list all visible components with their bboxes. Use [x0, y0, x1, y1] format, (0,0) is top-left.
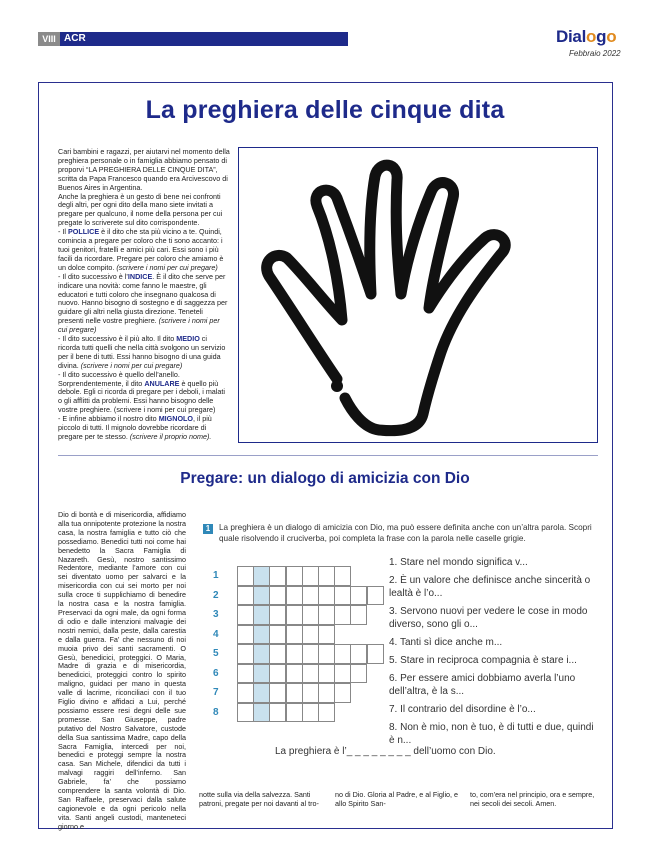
crossword-cell[interactable] [302, 664, 319, 684]
keyword-medio: MEDIO [176, 334, 200, 344]
crossword-cell[interactable] [253, 683, 270, 703]
crossword-row [213, 664, 383, 684]
crossword-cell[interactable] [302, 703, 319, 723]
bottom-column-2: no di Dio. Gloria al Padre, e al Figlio, e allo Spirito San- [335, 790, 459, 808]
hand-outline-icon [239, 148, 599, 444]
crossword-cell[interactable] [269, 566, 286, 586]
crossword-row-number: 8 [213, 706, 219, 718]
crossword-cell[interactable] [253, 664, 270, 684]
clue: 2. È un valore che definisce anche sincerità o lealtà è l’o... [389, 575, 591, 599]
crossword-cell[interactable] [269, 605, 286, 625]
section-label: ACR [64, 33, 86, 44]
crossword-cell[interactable] [253, 625, 270, 645]
crossword-cell[interactable] [318, 586, 335, 606]
crossword-cell[interactable] [302, 644, 319, 664]
crossword-cell[interactable] [318, 644, 335, 664]
crossword-row [213, 644, 383, 664]
crossword-cell[interactable] [334, 644, 351, 664]
crossword-cell[interactable] [269, 703, 286, 723]
intro-paragraph: Anche la preghiera è un gesto di bene nei confronti degli altri, per ogni dito della mano siete invitati a pregare per qualcuno, il nome della persona per cui pregate lo scriverete sul dito corrispondente. [58, 191, 223, 228]
crossword-cell[interactable] [237, 664, 254, 684]
crossword-row [213, 683, 383, 703]
crossword-row [213, 566, 383, 586]
crossword-cell[interactable] [334, 566, 351, 586]
prayer-text: Dio di bontà e di misericordia, affidiamo alla tua onnipotente protezione la nostra casa, la nostra famiglia e tutto ciò che possediamo. Benedici tutti noi come hai benedetto la Sacra Famiglia di Nazareth. Gesù, nostro santissimo Redentore, mediante l’amore con cui sei diventato uomo per salvarci e la misericordia con cui sei morto per noi sulla croce ti supplichiamo di benedire la nostra casa e la nostra famiglia. Preservaci da ogni male, da ogni forma di odio e dalle intenzioni malvagie dei nostri nemici, dalla peste, dalla carestia e dalla guerra. Fa’ che nessuno di noi muoia privo dei santi sacramenti. O Gesù, benedicici, proteggici. O Maria, Madre di grazia e di misericordia, benedicici, proteggici contro lo spirito maligno, guidaci per mano in questa valle di lacrime, riconciliaci con il tuo Figlio divino e affidaci a Lui, perché possiamo essere resi degni delle sue promesse. San Giuseppe, padre putativo del Nostro Salvatore, custode della Sua santissima Madre, capo della Sacra Famiglia, intercedi per noi, benedici e proteggi sempre la nostra casa. San Michele, difendici da tutti i malvagi raggiri dell’inferno. San Gabriele, fa’ che possiamo comprendere la santa volontà di Dio. San Raffaele, preservaci dalla salute cagionevole e da ogni pericolo nella vita. Santi angeli custodi, manteneteci giorno e [58, 510, 186, 831]
crossword-cell[interactable] [237, 625, 254, 645]
crossword-cell[interactable] [318, 625, 335, 645]
crossword-cell[interactable] [350, 644, 367, 664]
section-divider [58, 455, 598, 456]
crossword-cell[interactable] [350, 664, 367, 684]
crossword-cell[interactable] [367, 644, 384, 664]
finger-paragraph-thumb: - Il POLLICE è il dito che sta più vicino a te. Quindi, comincia a pregare per coloro che ti sono accanto: i tuoi genitori, fratelli e amici più cari. Essi sono i più facili da ricordare. Pregare per coloro che amiamo è un dolce compito. (scrivere i nomi per cui pregare) [58, 227, 224, 272]
crossword-cell[interactable] [286, 605, 303, 625]
keyword-anulare: ANULARE [144, 378, 180, 388]
exercise-number: 1 [203, 524, 213, 534]
crossword-cell[interactable] [269, 625, 286, 645]
crossword-cell[interactable] [302, 683, 319, 703]
hand-illustration-box [238, 147, 598, 443]
finger-paragraph-index: - Il dito successivo è l’INDICE. È il dito che serve per indicare una novità: come fanno le maestre, gli educatori e tutti coloro che insegnano qualcosa di nuovo. Hanno bisogno di sostegno e di saggezza per guidare gli altri nella giusta direzione. Teneteli presenti nelle vostre preghiere. (scrivere i nomi per cui pregare) [58, 271, 228, 335]
crossword-cell[interactable] [237, 586, 254, 606]
keyword-indice: INDICE [127, 271, 153, 281]
crossword-row-number: 3 [213, 609, 219, 621]
crossword-cell[interactable] [318, 566, 335, 586]
crossword-row-number: 1 [213, 570, 219, 582]
crossword-cell[interactable] [253, 644, 270, 664]
clue: 3. Servono nuovi per vedere le cose in modo diverso, sono gli o... [389, 606, 588, 630]
crossword-row-number: 2 [213, 589, 219, 601]
crossword-row [213, 703, 383, 723]
clue: 8. Non è mio, non è tuo, è di tutti e due, quindi è n... [389, 722, 594, 746]
answer-sentence: La preghiera è l’_ _ _ _ _ _ _ _ dell’uomo con Dio. [275, 746, 496, 757]
crossword-cell[interactable] [253, 703, 270, 723]
crossword-cell[interactable] [318, 605, 335, 625]
crossword-exercise [199, 518, 599, 790]
clue: 7. Il contrario del disordine è l’o... [389, 704, 536, 715]
article-title: La preghiera delle cinque dita [145, 96, 505, 124]
intro-paragraph: Cari bambini e ragazzi, per aiutarvi nel momento della preghiera personale o in famiglia abbiamo pensato di proporvi “LA PREGHIERA DELLE CINQUE DITA”, scritta da Papa Francesco quando era Arcivescovo di Buenos Aires in Argentina. [58, 147, 230, 192]
crossword-row-number: 7 [213, 687, 219, 699]
crossword-cell[interactable] [237, 683, 254, 703]
dialogo-logo [556, 27, 616, 47]
crossword-cell[interactable] [237, 703, 254, 723]
crossword-cell[interactable] [269, 644, 286, 664]
crossword-cell[interactable] [286, 586, 303, 606]
crossword-cell[interactable] [253, 605, 270, 625]
crossword-cell[interactable] [318, 664, 335, 684]
finger-paragraph-ring: - Il dito successivo è quello dell’anello. Sorprendentemente, il dito ANULARE è quello più debole. Egli ci ricorda di pregare per i deboli, i malati o gli afflitti da problemi. Essi hanno bisogno delle vostre preghiere. (scrivere i nomi per cui pregare) [58, 369, 225, 415]
crossword-row [213, 586, 383, 606]
crossword-cell[interactable] [286, 625, 303, 645]
crossword-cell[interactable] [334, 605, 351, 625]
crossword-row [213, 625, 383, 645]
crossword-cell[interactable] [269, 683, 286, 703]
crossword-cell[interactable] [350, 586, 367, 606]
clue: 5. Stare in reciproca compagnia è stare i... [389, 655, 577, 666]
bottom-column-3: to, com’era nel principio, ora e sempre, nei secoli dei secoli. Amen. [470, 790, 595, 808]
crossword-grid [213, 566, 383, 722]
crossword-row [213, 605, 383, 625]
crossword-cell[interactable] [286, 664, 303, 684]
page-number: VIII [38, 32, 60, 46]
crossword-cell[interactable] [286, 703, 303, 723]
crossword-cell[interactable] [269, 664, 286, 684]
crossword-cell[interactable] [302, 566, 319, 586]
crossword-cell[interactable] [302, 586, 319, 606]
crossword-cell[interactable] [367, 586, 384, 606]
crossword-cell[interactable] [286, 644, 303, 664]
crossword-cell[interactable] [334, 664, 351, 684]
crossword-cell[interactable] [286, 683, 303, 703]
crossword-row-number: 5 [213, 648, 219, 660]
section2-title: Pregare: un dialogo di amicizia con Dio [180, 470, 470, 487]
crossword-cell[interactable] [302, 625, 319, 645]
crossword-cell[interactable] [334, 586, 351, 606]
crossword-row-number: 4 [213, 628, 219, 640]
exercise-instruction: La preghiera è un dialogo di amicizia con Dio, ma può essere definita anche con un’altra parola. Scopri quale risolvendo il cruciverba, poi completa la frase con la parola nelle caselle grigie. [219, 523, 592, 543]
finger-paragraph-pinky: - E infine abbiamo il nostro dito MIGNOLO, il più piccolo di tutti. Il mignolo dovrebbe ricordare di pregare per te stesso. (scrivere il proprio nome). [58, 414, 212, 441]
crossword-row-number: 6 [213, 667, 219, 679]
logo-text: Dialogo [556, 27, 617, 46]
crossword-cell[interactable] [253, 566, 270, 586]
issue-date: Febbraio 2022 [569, 49, 621, 58]
crossword-cell[interactable] [350, 605, 367, 625]
clue: 6. Per essere amici dobbiamo averla l’uno dell’altra, è la s... [389, 673, 576, 697]
keyword-mignolo: MIGNOLO [158, 414, 194, 424]
intro-text [58, 148, 230, 442]
finger-paragraph-middle: - Il dito successivo è il più alto. Il dito MEDIO ci ricorda tutti quelli che nella città svolgono un servizio per il bene di tutti. Essi hanno bisogno di una guida divina. (scrivere i nomi per cui pregare) [58, 334, 226, 370]
crossword-cell[interactable] [237, 566, 254, 586]
keyword-pollice: POLLICE [67, 227, 100, 237]
crossword-cell[interactable] [318, 683, 335, 703]
bottom-column-1: notte sulla via della salvezza. Santi patroni, pregate per noi davanti al tro- [199, 790, 319, 808]
crossword-clues [389, 556, 599, 752]
crossword-cell[interactable] [334, 683, 351, 703]
crossword-cell[interactable] [253, 586, 270, 606]
crossword-cell[interactable] [286, 566, 303, 586]
clue: 4. Tanti sì dice anche m... [389, 637, 503, 648]
clue: 1. Stare nel mondo significa v... [389, 557, 528, 568]
crossword-cell[interactable] [237, 605, 254, 625]
crossword-cell[interactable] [302, 605, 319, 625]
crossword-cell[interactable] [269, 586, 286, 606]
crossword-cell[interactable] [318, 703, 335, 723]
crossword-cell[interactable] [237, 644, 254, 664]
